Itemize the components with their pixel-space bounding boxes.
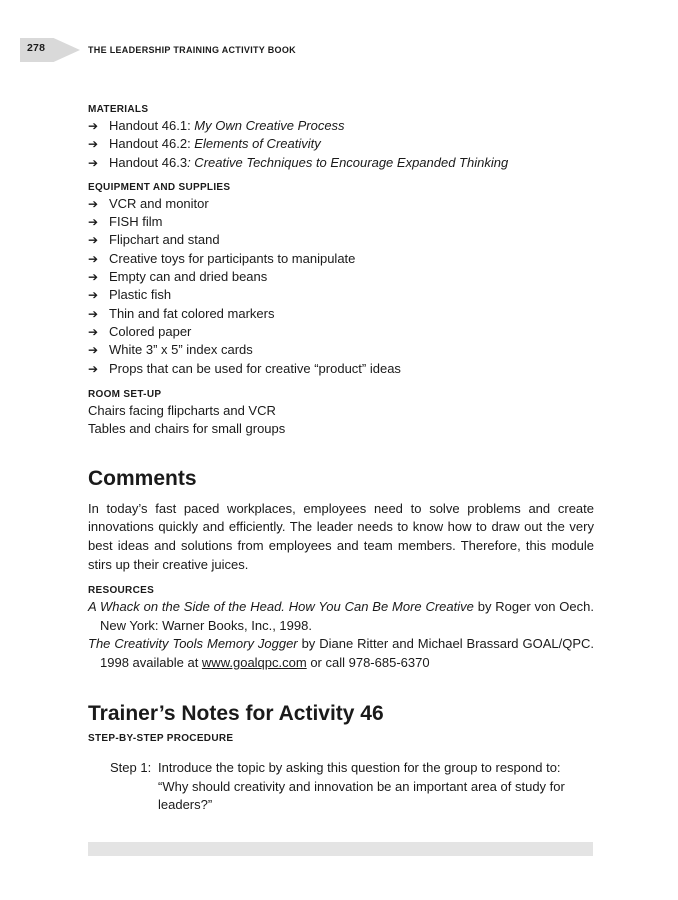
page-content xyxy=(88,103,594,815)
list-item: ➔ VCR and monitor xyxy=(88,195,594,213)
list-item: ➔ FISH film xyxy=(88,213,594,231)
arrow-icon: ➔ xyxy=(88,137,99,152)
list-item: ➔ Creative toys for participants to manipulate xyxy=(88,250,594,268)
room-setup-line: Tables and chairs for small groups xyxy=(88,421,286,437)
arrow-icon: ➔ xyxy=(88,251,99,266)
list-item: ➔ Thin and fat colored markers xyxy=(88,305,594,323)
running-head: THE LEADERSHIP TRAINING ACTIVITY BOOK xyxy=(88,45,296,55)
list-item: ➔ Colored paper xyxy=(88,323,594,341)
arrow-icon: ➔ xyxy=(88,270,99,285)
comments-paragraph: In today’s fast paced workplaces, employees need to solve problems and create innovations quickly and efficiently. The leader needs to know how to draw out the very best ideas and solutions from employees and team members. Therefore, this module stirs up their creative juices. xyxy=(88,500,594,572)
equipment-list xyxy=(88,195,594,378)
resource-reference: The Creativity Tools Memory Jogger by Diane Ritter and Michael Brassard GOAL/QPC. 1998 available at www.goalqpc.com or call 978-685-6370 xyxy=(88,636,594,670)
room-setup-line: Chairs facing flipcharts and VCR xyxy=(88,402,276,418)
arrow-icon: ➔ xyxy=(88,306,99,321)
list-item: ➔ Handout 46.2: Elements of Creativity xyxy=(88,135,594,153)
equipment-heading: EQUIPMENT AND SUPPLIES xyxy=(88,181,231,193)
arrow-icon: ➔ xyxy=(88,324,99,339)
list-item: ➔ Props that can be used for creative “product” ideas xyxy=(88,360,594,378)
list-item: ➔ Handout 46.1: My Own Creative Process xyxy=(88,117,594,135)
resources-heading: RESOURCES xyxy=(88,585,155,597)
procedure-step xyxy=(88,759,594,815)
resource-reference: A Whack on the Side of the Head. How You Can Be More Creative by Roger von Oech. New York: Warner Books, Inc., 1998. xyxy=(88,599,594,633)
arrow-icon: ➔ xyxy=(88,196,99,211)
materials-heading: MATERIALS xyxy=(88,104,149,115)
list-item: ➔ Plastic fish xyxy=(88,286,594,304)
comments-heading: Comments xyxy=(88,466,197,490)
arrow-icon: ➔ xyxy=(88,215,99,230)
materials-list xyxy=(88,117,594,172)
arrow-icon: ➔ xyxy=(88,288,99,303)
procedure-heading: STEP-BY-STEP PROCEDURE xyxy=(88,733,234,745)
list-item: ➔ Handout 46.3: Creative Techniques to Encourage Expanded Thinking xyxy=(88,154,594,172)
arrow-icon: ➔ xyxy=(88,119,99,133)
page-footer-bar xyxy=(88,842,593,856)
list-item: ➔ Flipchart and stand xyxy=(88,231,594,249)
step-label: Step 1: xyxy=(110,760,152,776)
arrow-icon: ➔ xyxy=(88,155,99,170)
arrow-icon: ➔ xyxy=(88,361,99,376)
arrow-icon: ➔ xyxy=(88,233,99,248)
trainer-notes-heading: Trainer’s Notes for Activity 46 xyxy=(88,702,384,726)
page-number: 278 xyxy=(27,42,46,54)
arrow-icon: ➔ xyxy=(88,343,99,358)
list-item: ➔ Empty can and dried beans xyxy=(88,268,594,286)
step-text: Introduce the topic by asking this question for the group to respond to: “Why should creativity and innovation be an important area of study for leaders?” xyxy=(158,760,565,813)
room-setup-heading: ROOM SET-UP xyxy=(88,388,162,400)
list-item: ➔ White 3” x 5” index cards xyxy=(88,341,594,359)
website-link[interactable]: www.goalqpc.com xyxy=(201,654,307,670)
